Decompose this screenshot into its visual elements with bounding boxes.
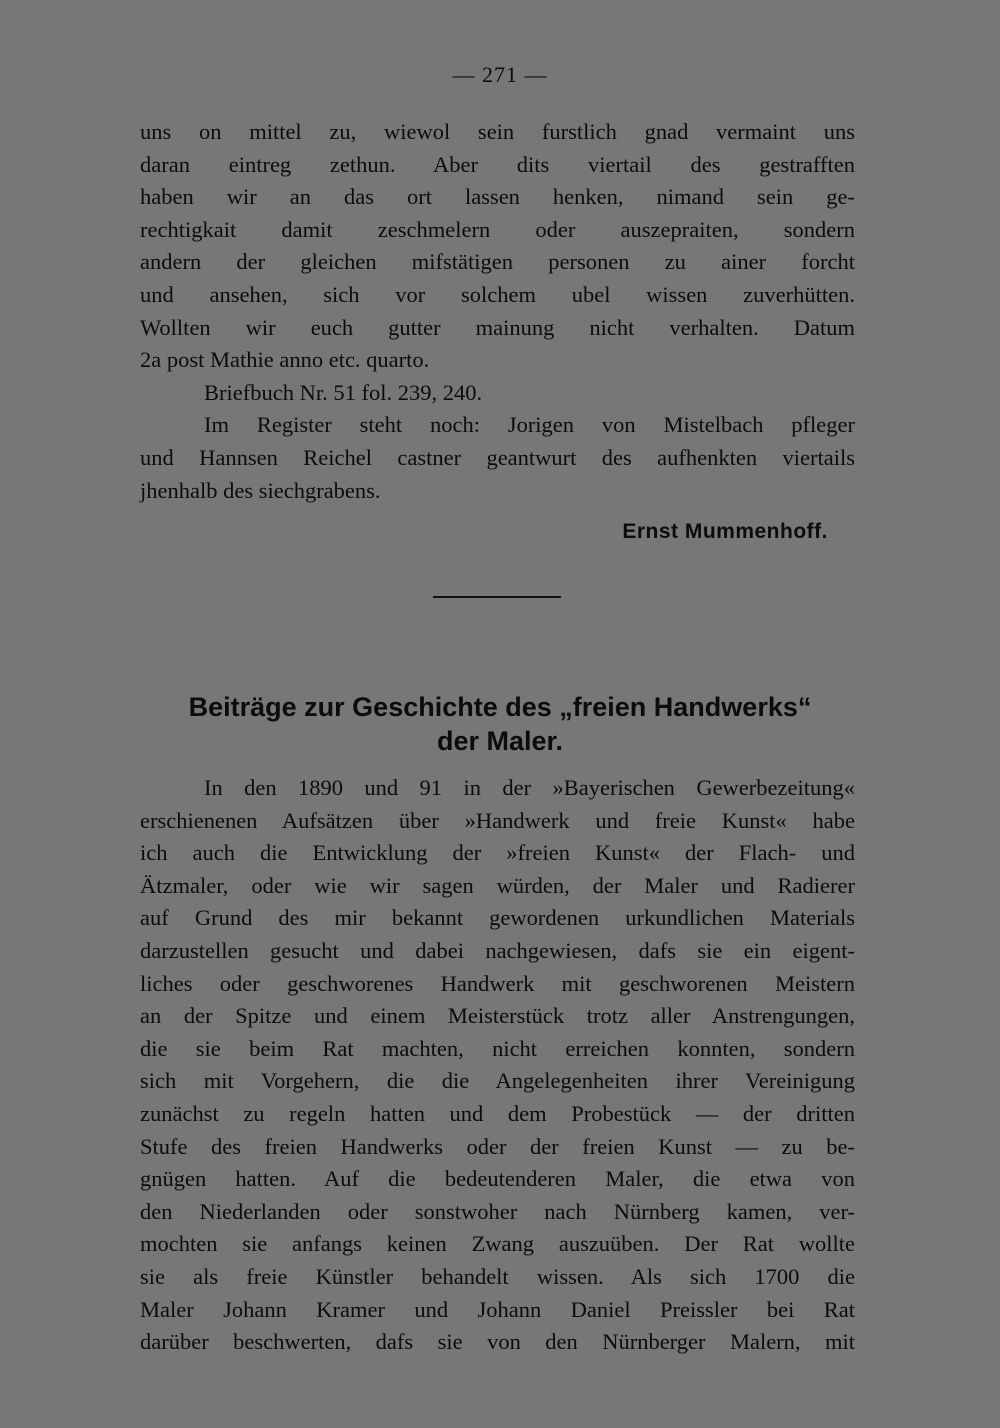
text-line: 2a post Mathie anno etc. quarto. xyxy=(140,347,430,373)
text-line: und ansehen, sich vor solchem ubel wissen zuverhütten. xyxy=(140,281,855,307)
text-line: mochten sie anfangs keinen Zwang auszuüben. Der Rat wollte xyxy=(140,1231,855,1257)
author-signature: Ernst Mummenhoff. xyxy=(622,520,828,543)
text-line: sich mit Vorgehern, die die Angelegenheiten ihrer Vereinigung xyxy=(140,1068,855,1094)
text-line: die sie beim Rat machten, nicht erreichen konnten, sondern xyxy=(140,1035,855,1061)
text-line: darüber beschwerten, dafs sie von den Nürnberger Malern, mit xyxy=(140,1329,855,1355)
text-line: den Niederlanden oder sonstwoher nach Nürnberg kamen, ver- xyxy=(140,1198,855,1224)
article-body xyxy=(140,772,855,1359)
text-line: uns on mittel zu, wiewol sein furstlich gnad vermaint uns xyxy=(140,119,855,144)
text-line: haben wir an das ort lassen henken, nimand sein ge- xyxy=(140,184,855,210)
register-note-line: Im Register steht noch: Jorigen von Mistelbach pfleger xyxy=(204,412,855,438)
text-line: liches oder geschworenes Handwerk mit geschworenen Meistern xyxy=(140,970,855,996)
text-line: erschienenen Aufsätzen über »Handwerk und freie Kunst« habe xyxy=(140,807,855,833)
text-line: ich auch die Entwicklung der »freien Kunst« der Flach- und xyxy=(140,840,855,866)
text-line: auf Grund des mir bekannt gewordenen urkundlichen Materials xyxy=(140,905,855,931)
text-line: Stufe des freien Handwerks oder der freien Kunst — zu be- xyxy=(140,1133,855,1159)
text-line: an der Spitze und einem Meisterstück trotz aller Anstrengungen, xyxy=(140,1003,855,1029)
text-line: rechtigkait damit zeschmelern oder auszepraiten, sondern xyxy=(140,216,855,242)
text-line: Ätzmaler, oder wie wir sagen würden, der Maler und Radierer xyxy=(140,872,855,898)
text-line: gnügen hatten. Auf die bedeutenderen Maler, die etwa von xyxy=(140,1166,855,1192)
source-reference: Briefbuch Nr. 51 fol. 239, 240. xyxy=(204,379,483,405)
page-number: — 271 — xyxy=(452,62,548,87)
text-line: zunächst zu regeln hatten und dem Probestück — der dritten xyxy=(140,1100,855,1126)
text-line: andern der gleichen mifstätigen personen zu ainer forcht xyxy=(140,249,855,275)
article-title-line: Beiträge zur Geschichte des „freien Handwerks“ xyxy=(188,692,812,722)
text-line: Maler Johann Kramer und Johann Daniel Preissler bei Rat xyxy=(140,1296,855,1322)
text-line: darzustellen gesucht und dabei nachgewiesen, dafs sie ein eigent- xyxy=(140,937,855,963)
text-line: sie als freie Künstler behandelt wissen. Als sich 1700 die xyxy=(140,1263,855,1289)
text-line: daran eintreg zethun. Aber dits viertail des gestrafften xyxy=(140,151,855,177)
text-line: Wollten wir euch gutter mainung nicht verhalten. Datum xyxy=(140,314,855,340)
article-title-line: der Maler. xyxy=(436,726,564,756)
register-note-line: jhenhalb des siechgrabens. xyxy=(140,477,381,503)
text-line: In den 1890 und 91 in der »Bayerischen Gewerbezeitung« xyxy=(204,775,855,800)
letter-text xyxy=(140,116,855,507)
article-title xyxy=(130,690,870,758)
section-divider xyxy=(433,596,561,598)
register-note-line: und Hannsen Reichel castner geantwurt des aufhenkten viertails xyxy=(140,444,855,470)
